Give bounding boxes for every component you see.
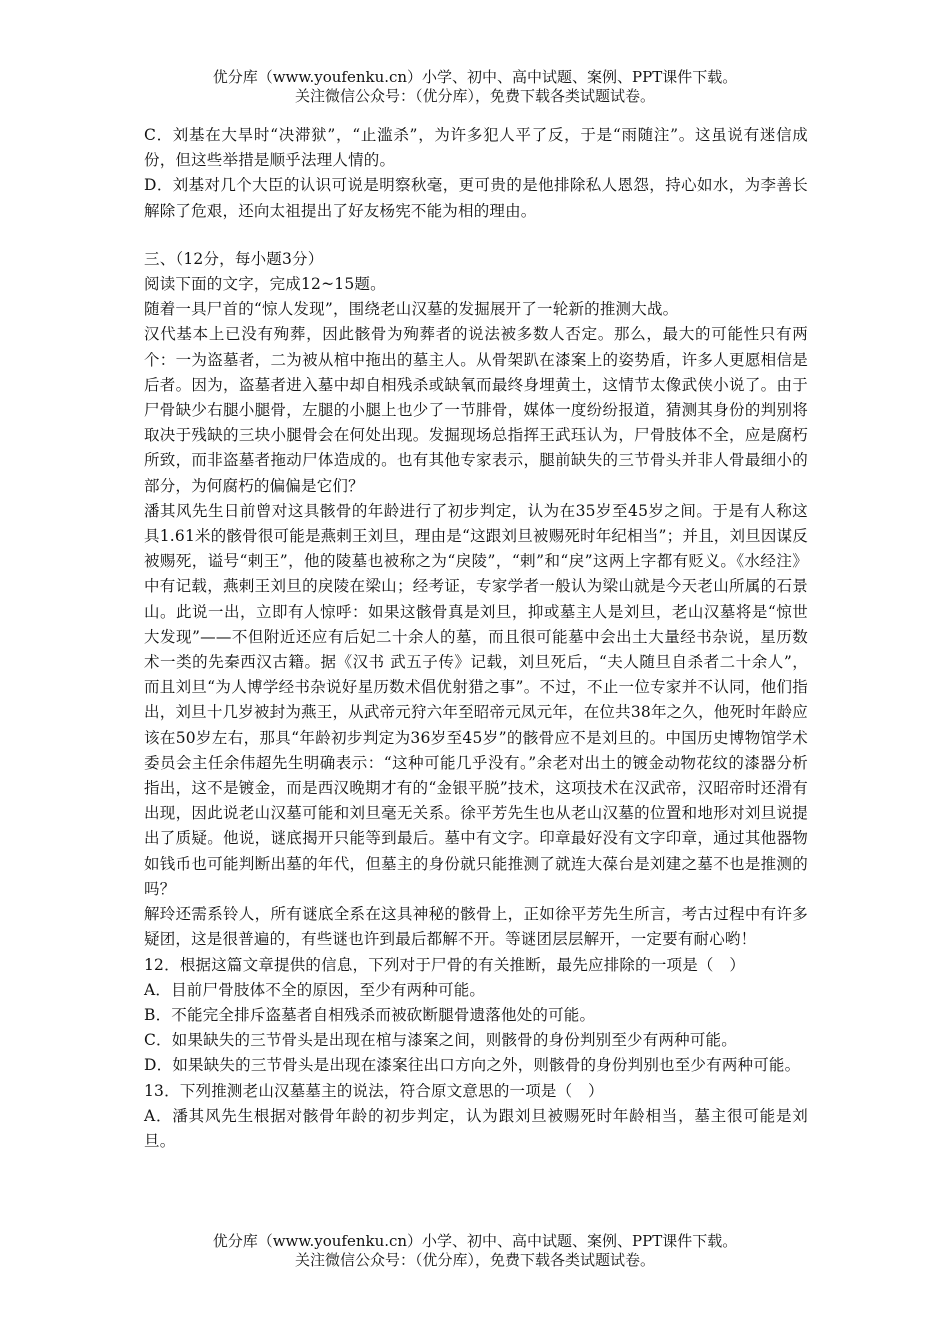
footer-line-2: 关注微信公众号：（优分库），免费下载各类试题试卷。 [294,1251,655,1269]
reading-instruction: 阅读下面的文字，完成12~15题。 [144,275,386,294]
question-13-option-a: A．潘其风先生根据对骸骨年龄的初步判定，认为跟刘旦被赐死时年龄相当，墓主很可能是刘旦。 [144,1106,808,1150]
page-header [0,68,950,106]
document-body [144,123,808,1154]
passage-paragraph-1: 随着一具尸首的“惊人发现”，围绕老山汉墓的发掘展开了一轮新的推测大战。 [144,300,679,319]
question-12-option-c: C．如果缺失的三节骨头是出现在棺与漆案之间，则骸骨的身份判别至少有两种可能。 [144,1031,737,1050]
header-line-1: 优分库（www.youfenku.cn）小学、初中、高中试题、案例、PPT课件下载。 [212,68,738,86]
question-13: 13．下列推测老山汉墓墓主的说法，符合原文意思的一项是（ ） [144,1081,604,1100]
passage-paragraph-2: 汉代基本上已没有殉葬，因此骸骨为殉葬者的说法被多数人否定。那么，最大的可能性只有两个：一为盗墓者，二为被从棺中拖出的墓主人。从骨架趴在漆案上的姿势盾，许多人更愿相信是后者。因为，盗墓者进入墓中却自相残杀或缺氧而最终身埋黄土，这情节太像武侠小说了。由于尸骨缺少右腿小腿骨，左腿的小腿上也少了一节腓骨，媒体一度纷纷报道，猜测其身份的判别将取决于残缺的三块小腿骨会在何处出现。发掘现场总指挥王武珏认为，尸骨肢体不全，应是腐朽所致，而非盗墓者拖动尸体造成的。也有其他专家表示，腿前缺失的三节骨头并非人骨最细小的部分，为何腐朽的偏偏是它们？ [144,325,808,495]
page-footer [0,1232,950,1270]
passage-paragraph-3: 潘其风先生日前曾对这具骸骨的年龄进行了初步判定，认为在35岁至45岁之间。于是有人称这具1.61米的骸骨很可能是燕剌王刘旦，理由是“这跟刘旦被赐死时年纪相当”；并且，刘旦因谋反被赐死，谥号“剌王”，他的陵墓也被称之为“戾陵”，“剌”和“戾”这两上字都有贬义。《水经注》中有记载，燕剌王刘旦的戾陵在梁山；经考证，专家学者一般认为梁山就是今天老山所属的石景山。此说一出，立即有人惊呼：如果这骸骨真是刘旦，抑或墓主人是刘旦，老山汉墓将是“惊世大发现”——不但附近还应有后妃二十余人的墓，而且很可能墓中会出土大量经书杂说，星历数术一类的先秦西汉古籍。据《汉书 武五子传》记载，刘旦死后，“夫人随旦自杀者二十余人”，而且刘旦“为人博学经书杂说好星历数术倡优射猎之事”。不过，不止一位专家并不认同，他们指出，刘旦十几岁被封为燕王，从武帝元狩六年至昭帝元凤元年，在位共38年之久，他死时年龄应该在50岁左右，那具“年龄初步判定为36岁至45岁”的骸骨应不是刘旦的。中国历史博物馆学术委员会主任余伟超先生明确表示：“这种可能几乎没有。”余老对出土的镀金动物花纹的漆器分析指出，这不是镀金，而是西汉晚期才有的“金银平脱”技术，这项技术在汉武帝，汉昭帝时还滑有出现，因此说老山汉墓可能和刘旦毫无关系。徐平芳先生也从老山汉墓的位置和地形对刘旦说提出了质疑。他说，谜底揭开只能等到最后。墓中有文字。印章最好没有文字印章，通过其他器物如钱币也可能判断出墓的年代，但墓主的身份就只能推测了就连大葆台是刘建之墓不也是推测的吗？ [144,501,808,898]
passage-paragraph-4: 解玲还需系铃人，所有谜底全系在这具神秘的骸骨上，正如徐平芳先生所言，考古过程中有许多疑团，这是很普遍的，有些谜也许到最后都解不开。等谜团层层解开，一定要有耐心哟！ [144,905,808,949]
section-title: 三、（12分，每小题3分） [144,249,324,268]
header-line-2: 关注微信公众号：（优分库），免费下载各类试题试卷。 [294,87,655,105]
question-12-option-d: D．如果缺失的三节骨头是出现在漆案往出口方向之外，则骸骨的身份判别也至少有两种可能。 [144,1056,801,1075]
option-c-previous: C．刘基在大旱时“决滞狱”，“止滥杀”，为许多犯人平了反，于是“雨随注”。这虽说有迷信成份，但这些举措是顺乎法理人情的。 [144,126,808,170]
question-12: 12．根据这篇文章提供的信息，下列对于尸骨的有关推断，最先应排除的一项是（ ） [144,955,746,974]
option-d-previous: D．刘基对几个大臣的认识可说是明察秋毫，更可贵的是他排除私人恩怨，持心如水，为李善长解除了危艰，还向太祖提出了好友杨宪不能为相的理由。 [144,176,808,220]
question-12-option-a: A．目前尸骨肢体不全的原因，至少有两种可能。 [144,980,486,999]
question-12-option-b: B．不能完全排斥盗墓者自相残杀而被砍断腿骨遗落他处的可能。 [144,1005,596,1024]
footer-line-1: 优分库（www.youfenku.cn）小学、初中、高中试题、案例、PPT课件下载。 [212,1232,738,1250]
